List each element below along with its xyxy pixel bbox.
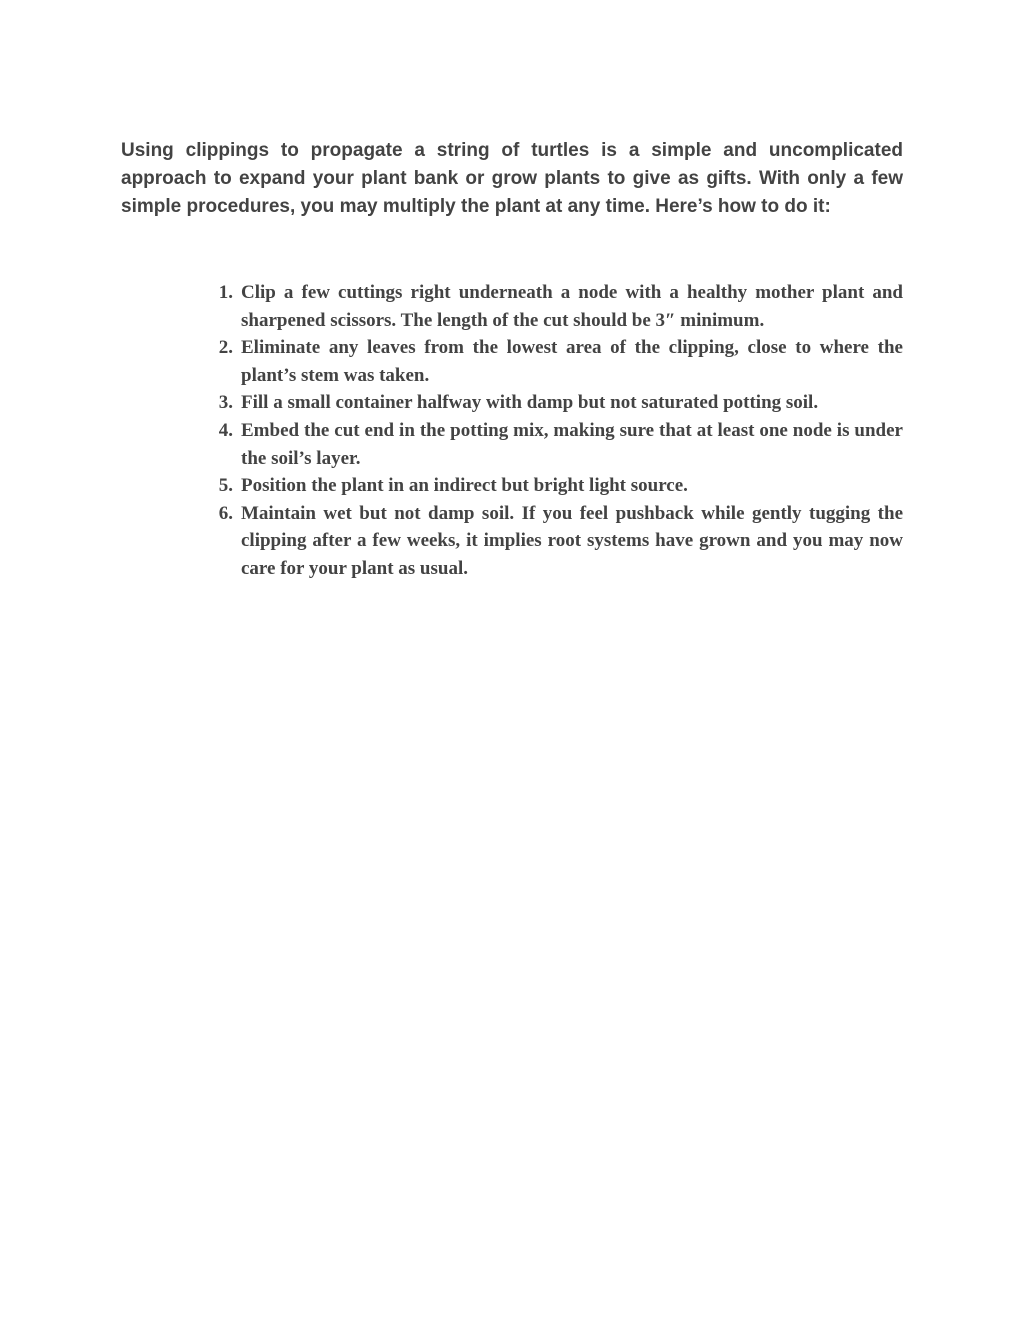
list-item-step-3: [218, 389, 903, 417]
step-text: Maintain wet but not damp soil. If you feel pushback while gently tugging the clipping after a few weeks, it implies root systems have grown and you may now care for your plant as usual.: [241, 502, 903, 579]
step-text: Clip a few cuttings right underneath a node with a healthy mother plant and sharpened scissors. The length of the cut should be 3″ minimum.: [241, 282, 903, 331]
propagation-steps-list: [218, 279, 903, 583]
step-number: 2.: [218, 337, 233, 359]
list-item-step-1: [218, 279, 903, 334]
step-number: 3.: [218, 392, 233, 414]
intro-paragraph: Using clippings to propagate a string of turtles is a simple and uncomplicated approach to expand your plant bank or grow plants to give as gifts. With only a few simple procedures, you may multiply the plant at any time. Here’s how to do it:: [121, 140, 903, 217]
step-text: Embed the cut end in the potting mix, making sure that at least one node is under the soil’s layer.: [241, 419, 903, 469]
step-number: 6.: [218, 502, 233, 524]
step-text: Position the plant in an indirect but bright light source.: [241, 475, 688, 497]
step-number: 1.: [218, 282, 233, 303]
list-item-step-5: [218, 472, 903, 500]
list-item-step-6: [218, 500, 903, 583]
step-number: 4.: [218, 419, 233, 441]
step-number: 5.: [218, 475, 233, 497]
list-item-step-4: [218, 417, 903, 472]
list-item-step-2: [218, 334, 903, 389]
step-text: Eliminate any leaves from the lowest area of the clipping, close to where the plant’s stem was taken.: [241, 337, 903, 386]
step-text: Fill a small container halfway with damp but not saturated potting soil.: [241, 392, 819, 414]
